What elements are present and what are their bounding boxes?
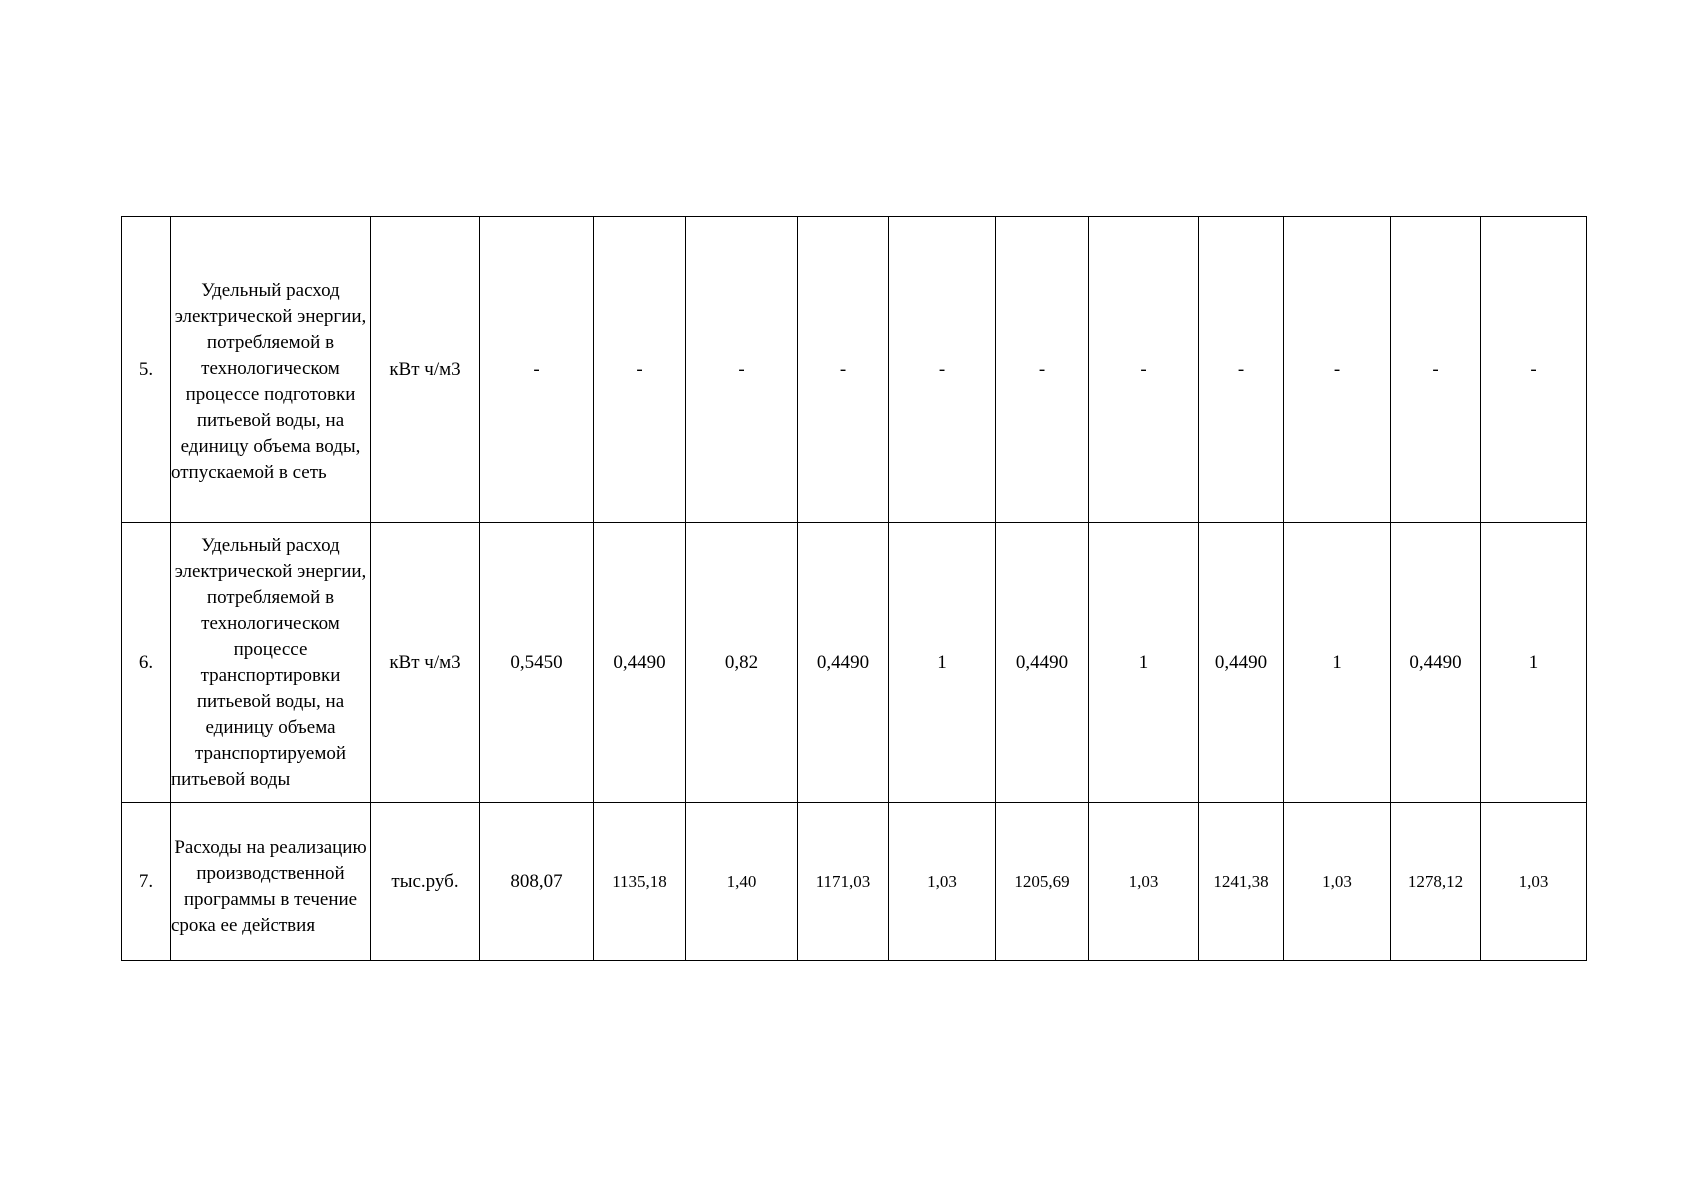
value-cell: 1 bbox=[1284, 523, 1391, 803]
unit-cell: тыс.руб. bbox=[371, 803, 480, 961]
value-cell: 0,4490 bbox=[798, 523, 889, 803]
table-row bbox=[122, 803, 1587, 961]
value-cell: 1278,12 bbox=[1391, 803, 1481, 961]
value-cell: - bbox=[1284, 217, 1391, 523]
value-cell: 0,5450 bbox=[480, 523, 594, 803]
value-cell: 1 bbox=[1481, 523, 1587, 803]
indicators-table bbox=[121, 216, 1587, 961]
value-cell: 808,07 bbox=[480, 803, 594, 961]
value-cell: - bbox=[1089, 217, 1199, 523]
value-cell: - bbox=[996, 217, 1089, 523]
value-cell: - bbox=[686, 217, 798, 523]
value-cell: - bbox=[1199, 217, 1284, 523]
indicator-name: Удельный расход электрической энергии, потребляемой в технологическом процессе подготовки питьевой воды, на единицу объема воды, отпускаемой в сеть bbox=[171, 217, 371, 523]
value-cell: - bbox=[1481, 217, 1587, 523]
table-row bbox=[122, 523, 1587, 803]
value-cell: 1 bbox=[1089, 523, 1199, 803]
unit-cell: кВт ч/м3 bbox=[371, 217, 480, 523]
value-cell: - bbox=[594, 217, 686, 523]
value-cell: 0,4490 bbox=[996, 523, 1089, 803]
row-number: 5. bbox=[122, 217, 171, 523]
value-cell: 1241,38 bbox=[1199, 803, 1284, 961]
indicator-name: Расходы на реализацию производственной программы в течение срока ее действия bbox=[171, 803, 371, 961]
value-cell: - bbox=[798, 217, 889, 523]
value-cell: 1,03 bbox=[1089, 803, 1199, 961]
value-cell: 0,82 bbox=[686, 523, 798, 803]
value-cell: 0,4490 bbox=[1199, 523, 1284, 803]
value-cell: 0,4490 bbox=[1391, 523, 1481, 803]
value-cell: - bbox=[1391, 217, 1481, 523]
value-cell: 1205,69 bbox=[996, 803, 1089, 961]
value-cell: - bbox=[480, 217, 594, 523]
value-cell: 1,03 bbox=[1481, 803, 1587, 961]
indicator-name: Удельный расход электрической энергии, потребляемой в технологическом процессе транспортировки питьевой воды, на единицу объема транспортируемой питьевой воды bbox=[171, 523, 371, 803]
row-number: 7. bbox=[122, 803, 171, 961]
value-cell: - bbox=[889, 217, 996, 523]
value-cell: 0,4490 bbox=[594, 523, 686, 803]
value-cell: 1,40 bbox=[686, 803, 798, 961]
value-cell: 1,03 bbox=[1284, 803, 1391, 961]
value-cell: 1135,18 bbox=[594, 803, 686, 961]
unit-cell: кВт ч/м3 bbox=[371, 523, 480, 803]
row-number: 6. bbox=[122, 523, 171, 803]
value-cell: 1171,03 bbox=[798, 803, 889, 961]
table-row bbox=[122, 217, 1587, 523]
value-cell: 1,03 bbox=[889, 803, 996, 961]
value-cell: 1 bbox=[889, 523, 996, 803]
